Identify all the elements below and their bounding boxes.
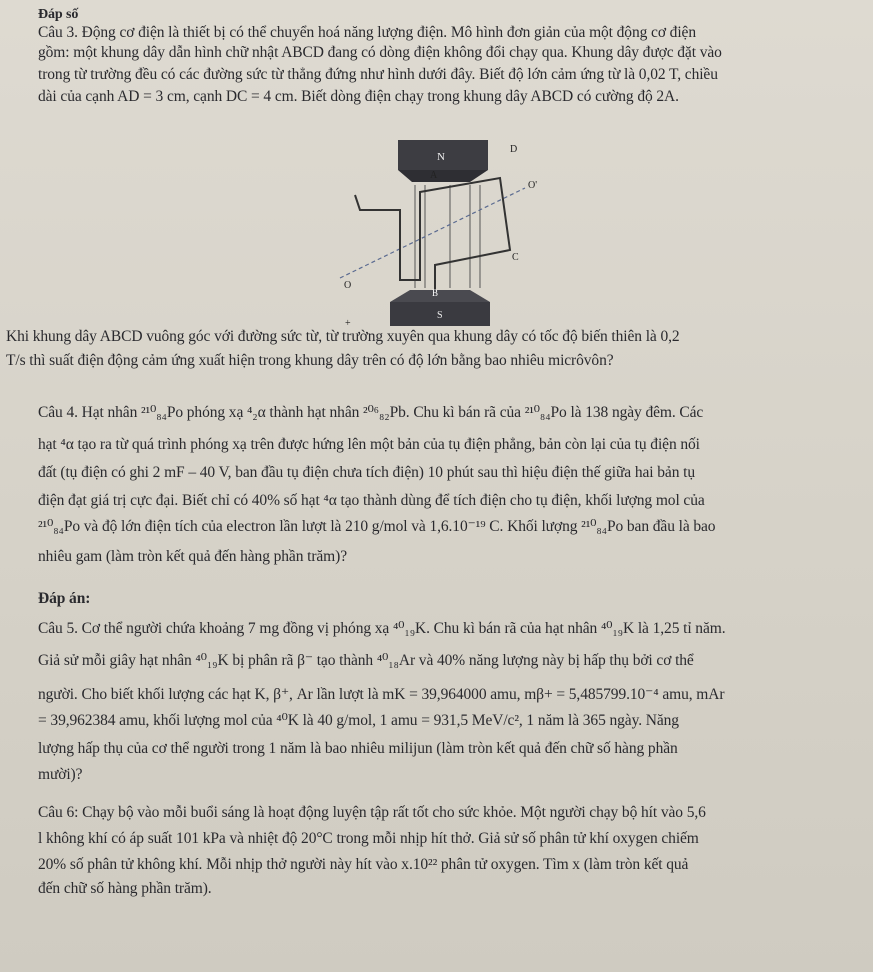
coil-abcd (355, 178, 510, 290)
answer-label: Đáp án: (38, 590, 91, 607)
q5-line-3: người. Cho biết khối lượng các hạt K, β⁺, Ar lần lượt là mK = 39,964000 amu, mβ+ = 5,485799.10⁻⁴ amu, mAr (38, 686, 725, 703)
q4-line-4: điện đạt giá trị cực đại. Biết chỉ có 40% số hạt ⁴α tạo thành dùng để tích điện cho tụ điện, khối lượng mol của (38, 492, 705, 509)
q5-line-1: Câu 5. Cơ thể người chứa khoảng 7 mg đồng vị phóng xạ ⁴⁰₁₉K. Chu kì bán rã của hạt nhân ⁴⁰₁₉K là 1,25 tỉ năm. (38, 620, 726, 637)
q5-line-5: lượng hấp thụ của cơ thể người trong 1 năm là bao nhiêu milijun (làm tròn kết quả đến chữ số hàng phần (38, 740, 678, 757)
q6-line-1: Câu 6: Chạy bộ vào mỗi buổi sáng là hoạt động luyện tập rất tốt cho sức khỏe. Một người chạy bộ hít vào 5,6 (38, 804, 706, 821)
q4-line-3: đất (tụ điện có ghi 2 mF – 40 V, ban đầu tụ điện chưa tích điện) 10 phút sau thì hiệu điện thế giữa hai bản tụ (38, 464, 695, 481)
label-c: C (512, 252, 519, 263)
label-o-prime: O' (528, 180, 538, 191)
rotation-axis (340, 188, 525, 278)
label-n: N (437, 151, 445, 163)
magnet-north (398, 140, 488, 182)
q4-line-1: Câu 4. Hạt nhân ²¹⁰₈₄Po phóng xạ ⁴₂α thành hạt nhân ²⁰⁶₈₂Pb. Chu kì bán rã của ²¹⁰₈₄Po là 138 ngày đêm. Các (38, 404, 704, 421)
q5-line-2: Giả sử mỗi giây hạt nhân ⁴⁰₁₉K bị phân rã β⁻ tạo thành ⁴⁰₁₈Ar và 40% năng lượng này bị hấp thụ bởi cơ thể (38, 652, 694, 669)
q3-line-4: dài của cạnh AD = 3 cm, cạnh DC = 4 cm. Biết dòng điện chạy trong khung dây ABCD có cường độ 2A. (38, 88, 679, 105)
label-s: S (437, 310, 443, 321)
q4-line-2: hạt ⁴α tạo ra từ quá trình phóng xạ trên được hứng lên một bản của tụ điện phẳng, bản còn lại của tụ điện nối (38, 436, 700, 453)
q4-line-5: ²¹⁰₈₄Po và độ lớn điện tích của electron lần lượt là 210 g/mol và 1,6.10⁻¹⁹ C. Khối lượng ²¹⁰₈₄Po ban đầu là bao (38, 518, 716, 535)
q6-line-4: đến chữ số hàng phần trăm). (38, 880, 212, 897)
q5-line-4: = 39,962384 amu, khối lượng mol của ⁴⁰K là 40 g/mol, 1 amu = 931,5 MeV/c², 1 năm là 365 ngày. Năng (38, 712, 679, 729)
q6-line-2: l không khí có áp suất 101 kPa và nhiệt độ 20°C trong mỗi nhịp hít thở. Giả sử số phân tử khí oxygen chiếm (38, 830, 699, 847)
plus-terminal-icon: + (345, 318, 351, 329)
answer-heading: Đáp số (38, 7, 79, 22)
q6-line-3: 20% số phân tử không khí. Mỗi nhịp thở người này hít vào x.10²² phân tử oxygen. Tìm x (làm tròn kết quả (38, 856, 689, 873)
q3-line-1: Câu 3. Động cơ điện là thiết bị có thể chuyển hoá năng lượng điện. Mô hình đơn giản của một động cơ điện (38, 24, 696, 41)
label-o: O (344, 280, 352, 291)
label-b: B (432, 288, 439, 298)
q3-line-2: gồm: một khung dây dẫn hình chữ nhật ABCD đang có dòng điện không đổi chạy qua. Khung dây được đặt vào (38, 44, 722, 61)
q3-after-line-2: T/s thì suất điện động cảm ứng xuất hiện trong khung dây trên có độ lớn bằng bao nhiêu micrôvôn? (6, 352, 614, 369)
q3-line-3: trong từ trường đều có các đường sức từ thẳng đứng như hình dưới đây. Biết độ lớn cảm ứng từ là 0,02 T, chiều (38, 66, 718, 83)
label-a: A (430, 170, 438, 181)
q5-line-6: mười)? (38, 766, 83, 783)
magnet-south (390, 290, 490, 326)
q4-line-6: nhiêu gam (làm tròn kết quả đến hàng phần trăm)? (38, 548, 347, 565)
label-d: D (510, 144, 518, 155)
motor-diagram (300, 130, 570, 330)
q3-after-line-1: Khi khung dây ABCD vuông góc với đường sức từ, từ trường xuyên qua khung dây có tốc độ biến thiên là 0,2 (6, 328, 680, 345)
